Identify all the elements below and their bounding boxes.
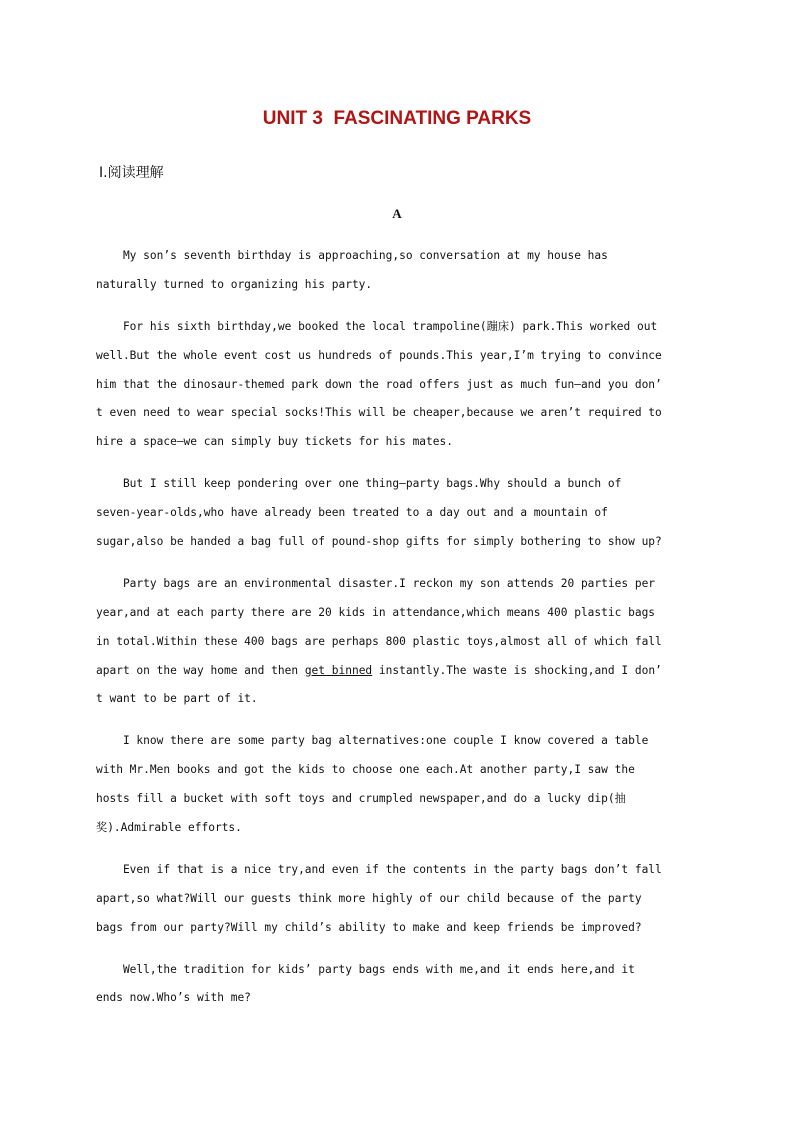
text-line: him that the dinosaur-themed park down the road offers just as much fun—and you don’ bbox=[96, 377, 662, 391]
text-line: t even need to wear special socks!This will be cheaper,because we aren’t required to bbox=[96, 406, 662, 420]
text-line: apart,so what?Will our guests think more highly of our child because of the party bbox=[96, 891, 642, 905]
text-line: But I still keep pondering over one thing—party bags.Why should a bunch of bbox=[96, 477, 622, 491]
text-line: hire a space—we can simply buy tickets for his mates. bbox=[96, 435, 453, 449]
paragraph-5 bbox=[96, 727, 696, 843]
paragraph-6 bbox=[96, 856, 696, 943]
unit-title: UNIT 3 FASCINATING PARKS bbox=[262, 108, 532, 129]
paragraph-7 bbox=[96, 956, 696, 1014]
text-line: Even if that is a nice try,and even if the contents in the party bags don’t fall bbox=[96, 862, 662, 876]
paragraph-1 bbox=[96, 242, 696, 300]
text-line: t want to be part of it. bbox=[96, 692, 258, 706]
text-line: well.But the whole event cost us hundreds of pounds.This year,I’m trying to convince bbox=[96, 348, 662, 362]
text-line: seven-year-olds,who have already been treated to a day out and a mountain of bbox=[96, 506, 608, 520]
text-line: with Mr.Men books and got the kids to choose one each.At another party,I saw the bbox=[96, 763, 635, 777]
text-fragment: apart on the way home and then bbox=[96, 663, 305, 677]
paragraph-3 bbox=[96, 470, 696, 557]
text-line: hosts fill a bucket with soft toys and crumpled newspaper,and do a lucky dip(抽 bbox=[96, 792, 626, 806]
section-heading: Ⅰ.阅读理解 bbox=[99, 165, 164, 181]
text-line: sugar,also be handed a bag full of pound-shop gifts for simply bothering to show up? bbox=[96, 535, 662, 549]
text-line: naturally turned to organizing his party. bbox=[96, 277, 373, 291]
text-fragment: instantly.The waste is shocking,and I don’ bbox=[372, 663, 662, 677]
text-line: Well,the tradition for kids’ party bags ends with me,and it ends here,and it bbox=[96, 962, 635, 976]
underlined-phrase: get binned bbox=[304, 663, 373, 677]
text-line: bags from our party?Will my child’s ability to make and keep friends be improved? bbox=[96, 920, 642, 934]
text-line-with-underline bbox=[96, 657, 696, 686]
text-line: ends now.Who’s with me? bbox=[96, 991, 251, 1005]
text-line: year,and at each party there are 20 kids in attendance,which means 400 plastic bags bbox=[96, 605, 656, 619]
paragraph-4 bbox=[96, 570, 696, 714]
text-line: For his sixth birthday,we booked the local trampoline(蹦床) park.This worked out bbox=[96, 319, 658, 333]
passage-body bbox=[96, 242, 696, 1026]
text-line: I know there are some party bag alternatives:one couple I know covered a table bbox=[96, 734, 649, 748]
text-line: Party bags are an environmental disaster.I reckon my son attends 20 parties per bbox=[96, 576, 656, 590]
passage-label: A bbox=[392, 206, 402, 221]
paragraph-2 bbox=[96, 313, 696, 457]
text-line: 奖).Admirable efforts. bbox=[96, 821, 242, 835]
text-line: in total.Within these 400 bags are perhaps 800 plastic toys,almost all of which fall bbox=[96, 634, 662, 648]
text-line: My son’s seventh birthday is approaching,so conversation at my house has bbox=[96, 249, 608, 262]
